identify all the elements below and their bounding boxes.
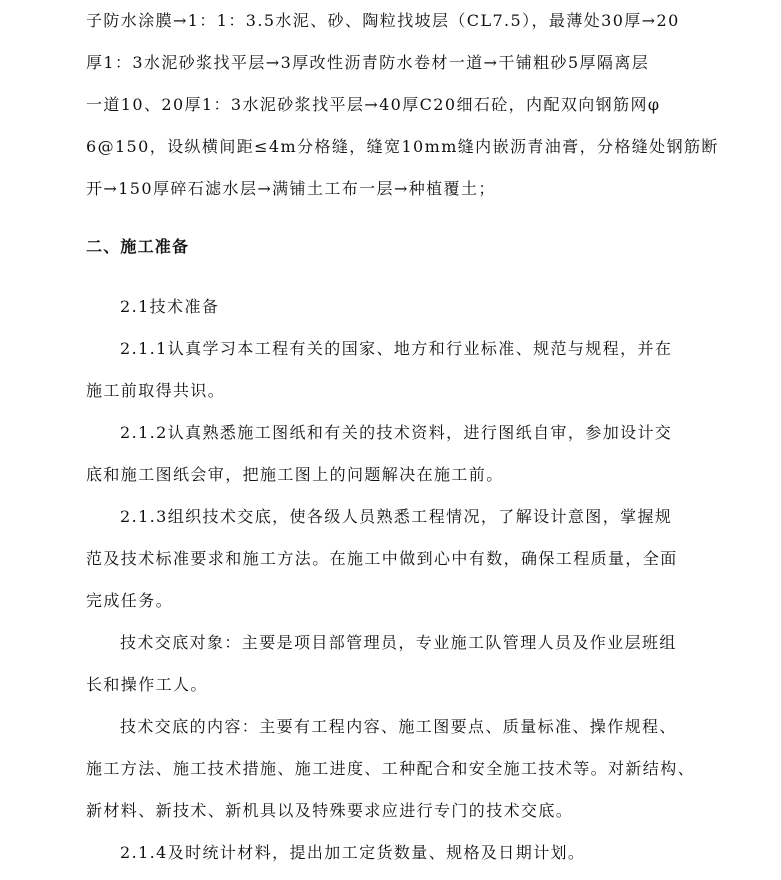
paragraph-line: 长和操作工人。 [86,675,208,694]
paragraph-line: 施工方法、施工技术措施、施工进度、工种配合和安全施工技术等。对新结构、 [86,759,696,778]
paragraph-line: 新材料、新技术、新机具以及特殊要求应进行专门的技术交底。 [86,801,574,820]
paragraph-line: 2.1.4及时统计材料，提出加工定货数量、规格及日期计划。 [120,843,586,862]
paragraph-line: 2.1.1认真学习本工程有关的国家、地方和行业标准、规范与规程，并在 [120,339,673,358]
paragraph-line: 底和施工图纸会审，把施工图上的问题解决在施工前。 [86,465,504,484]
paragraph-line: 范及技术标准要求和施工方法。在施工中做到心中有数，确保工程质量，全面 [86,549,678,568]
paragraph-line: 2.1.2认真熟悉施工图纸和有关的技术资料，进行图纸自审，参加设计交 [120,423,673,442]
subsection-heading: 2.1技术准备 [120,297,220,316]
paragraph-line: 开→150厚碎石滤水层→满铺土工布一层→种植覆土； [86,179,496,198]
paragraph-line: 一道10、20厚1：3水泥砂浆找平层→40厚C20细石砼，内配双向钢筋网φ [86,95,661,114]
paragraph-line: 子防水涂膜→1：1：3.5水泥、砂、陶粒找坡层（CL7.5），最薄处30厚→20 [86,11,680,30]
section-heading: 二、施工准备 [86,237,190,256]
paragraph-line: 6@150，设纵横间距≤4m分格缝，缝宽10mm缝内嵌沥青油膏，分格缝处钢筋断 [86,137,719,156]
paragraph-line: 技术交底对象：主要是项目部管理员，专业施工队管理人员及作业层班组 [120,633,677,652]
paragraph-line: 完成任务。 [86,591,174,610]
paragraph-line: 2.1.3组织技术交底，使各级人员熟悉工程情况，了解设计意图，掌握规 [120,507,673,526]
paragraph-line: 厚1：3水泥砂浆找平层→3厚改性沥青防水卷材一道→干铺粗砂5厚隔离层 [86,53,650,72]
paragraph-line: 技术交底的内容：主要有工程内容、施工图要点、质量标准、操作规程、 [120,717,677,736]
paragraph-line: 施工前取得共识。 [86,381,226,400]
